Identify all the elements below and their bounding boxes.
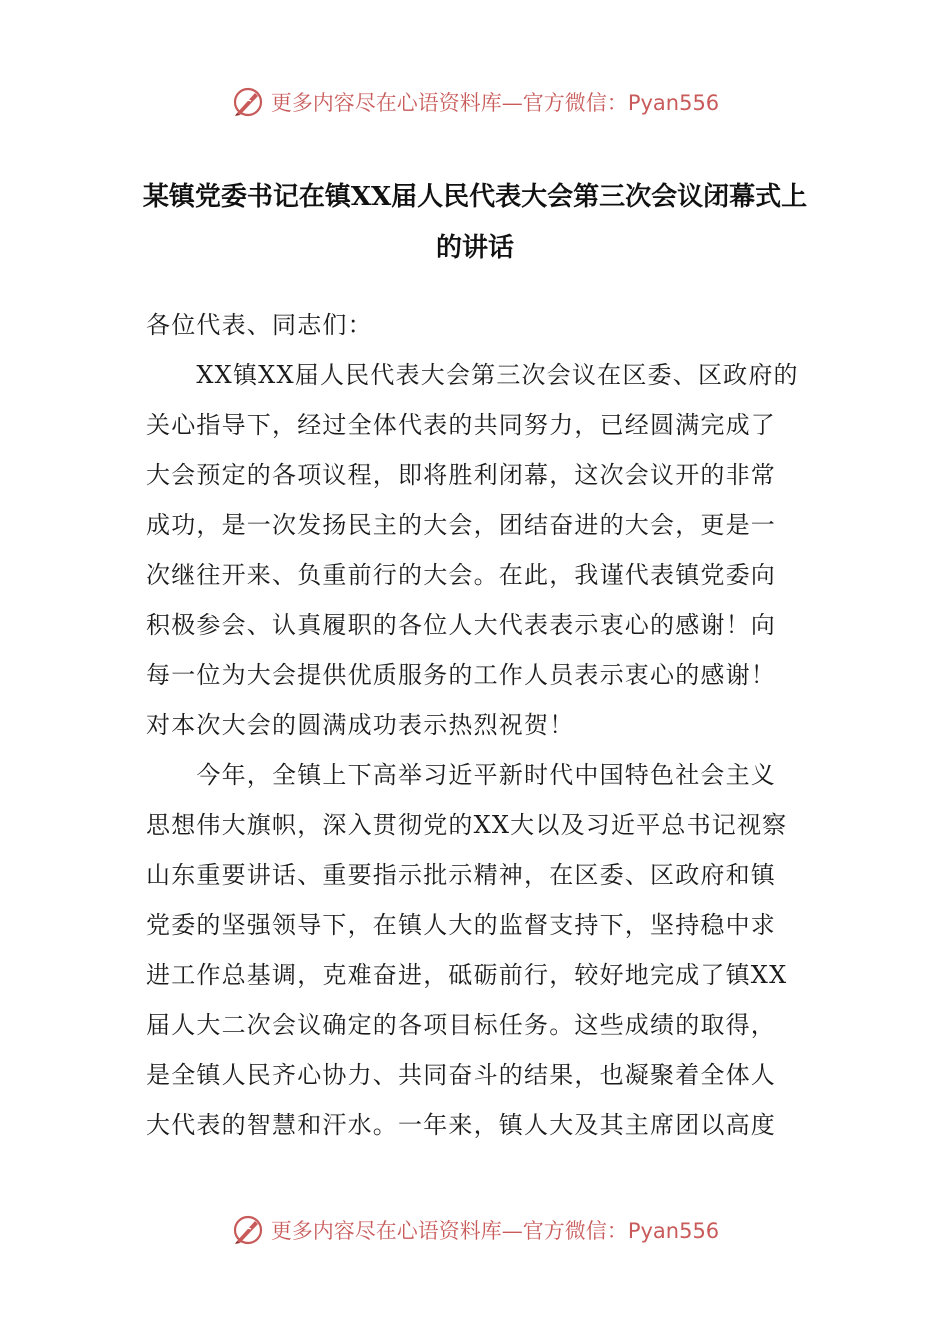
header-watermark	[0, 82, 950, 122]
body-line: 成功，是一次发扬民主的大会，团结奋进的大会，更是一	[146, 511, 776, 539]
body-line: XX镇XX届人民代表大会第三次会议在区委、区政府的	[146, 361, 799, 389]
body-line: 关心指导下，经过全体代表的共同努力，已经圆满完成了	[146, 411, 776, 439]
body-line: 党委的坚强领导下，在镇人大的监督支持下，坚持稳中求	[146, 911, 776, 939]
body-line: 每一位为大会提供优质服务的工作人员表示衷心的感谢！	[146, 661, 776, 689]
document-title-line-2: 的讲话	[435, 233, 514, 263]
body-line: 进工作总基调，克难奋进，砥砺前行，较好地完成了镇XX	[146, 961, 788, 989]
pen-circle-icon	[231, 1213, 265, 1247]
pen-circle-icon	[231, 85, 265, 119]
watermark-handle: Pyan556	[627, 91, 720, 115]
watermark-label: 更多内容尽在心语资料库—官方微信：	[270, 1219, 628, 1243]
watermark-text	[271, 1215, 719, 1245]
body-line: 今年，全镇上下高举习近平新时代中国特色社会主义	[146, 761, 776, 789]
footer-watermark	[0, 1210, 950, 1250]
body-line: 各位代表、同志们：	[146, 311, 373, 339]
watermark-text	[271, 87, 719, 117]
body-line: 次继往开来、负重前行的大会。在此，我谨代表镇党委向	[146, 561, 776, 589]
body-line: 届人大二次会议确定的各项目标任务。这些成绩的取得，	[146, 1011, 776, 1039]
document-title-line-1: 某镇党委书记在镇XX届人民代表大会第三次会议闭幕式上	[142, 182, 808, 212]
body-line: 山东重要讲话、重要指示批示精神，在区委、区政府和镇	[146, 861, 776, 889]
body-line: 积极参会、认真履职的各位人大代表表示衷心的感谢！向	[146, 611, 776, 639]
watermark-handle: Pyan556	[627, 1219, 720, 1243]
body-line: 大会预定的各项议程，即将胜利闭幕，这次会议开的非常	[146, 461, 776, 489]
body-line: 对本次大会的圆满成功表示热烈祝贺！	[146, 711, 575, 739]
body-line: 思想伟大旗帜，深入贯彻党的XX大以及习近平总书记视察	[146, 811, 788, 839]
body-line: 是全镇人民齐心协力、共同奋斗的结果，也凝聚着全体人	[146, 1061, 776, 1089]
watermark-label: 更多内容尽在心语资料库—官方微信：	[270, 91, 628, 115]
body-line: 大代表的智慧和汗水。一年来，镇人大及其主席团以高度	[146, 1111, 776, 1139]
